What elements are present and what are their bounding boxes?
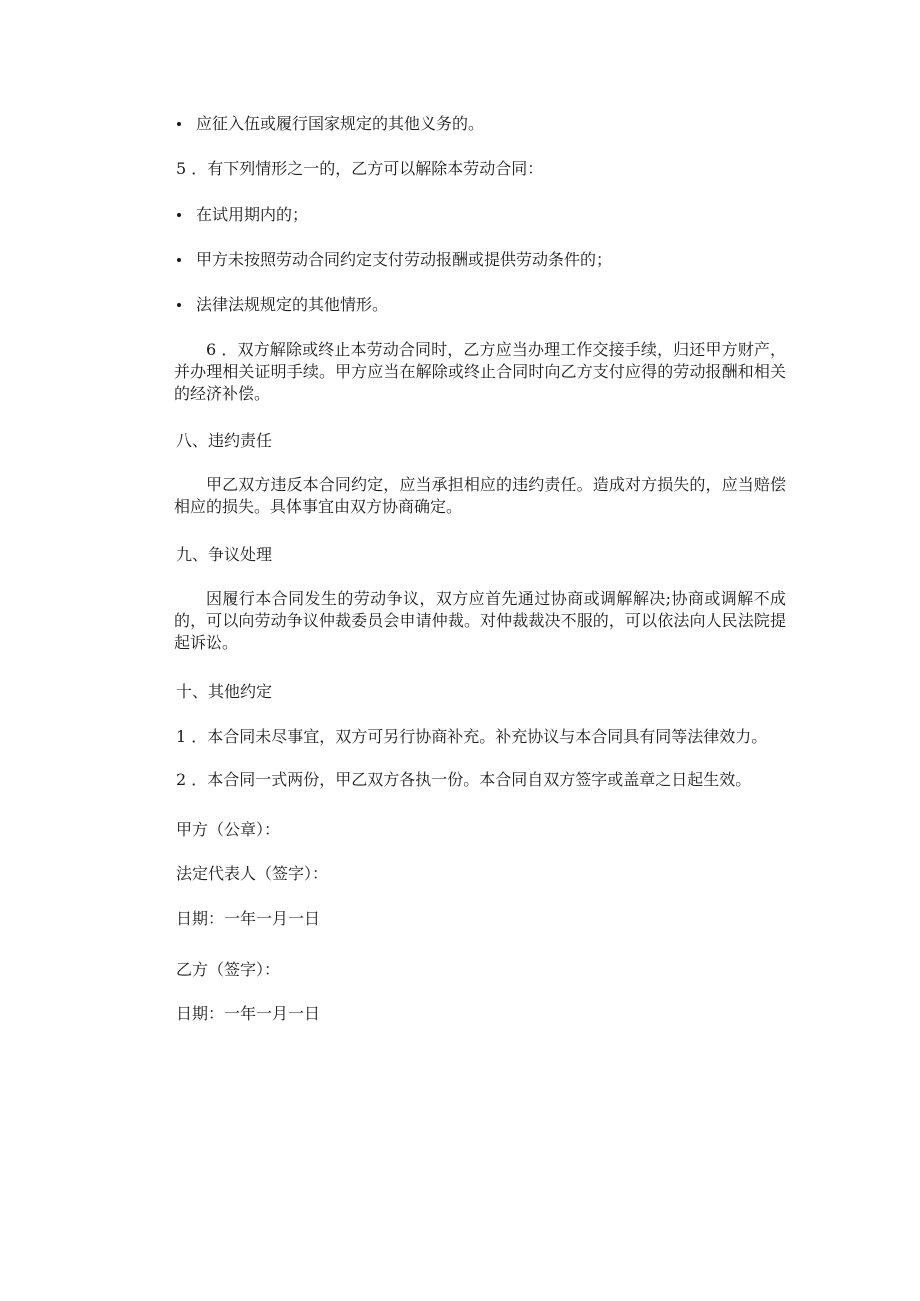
list-item-text: 应征入伍或履行国家规定的其他义务的。 [196,114,485,133]
party-b-signature-field: 乙方（签字）： [176,960,281,979]
party-a-seal-field: 甲方（公章）： [176,820,281,839]
section-body: 甲乙双方违反本合同约定，应当承担相应的违约责任。造成对方损失的，应当赔偿相应的损失。具体事宜由双方协商确定。 [174,475,786,516]
clause-item-6: 6 ．双方解除或终止本劳动合同时，乙方应当办理工作交接手续，归还甲方财产，并办理相关证明手续。甲方应当在解除或终止合同时向乙方支付应得的劳动报酬和相关的经济补偿。 [174,340,786,403]
clause-item-10-1: 1 ．本合同未尽事宜，双方可另行协商补充。补充协议与本合同具有同等法律效力。 [176,727,768,746]
list-item-text: 甲方未按照劳动合同约定支付劳动报酬或提供劳动条件的； [196,250,613,269]
date-field-party-b: 日期：一年一月一日 [176,1004,321,1023]
clause-item-5: 5 ．有下列情形之一的，乙方可以解除本劳动合同： [176,159,544,178]
bullet-icon [177,258,181,262]
bullet-icon [177,122,181,126]
section-body: 因履行本合同发生的劳动争议，双方应首先通过协商或调解解决;协商或调解不成的，可以向劳动争议仲裁委员会申请仲裁。对仲裁裁决不服的，可以依法向人民法院提起诉讼。 [174,589,786,652]
section-heading: 十、其他约定 [176,682,273,701]
bullet-icon [177,303,181,307]
list-item-text: 在试用期内的； [196,205,309,224]
list-item-text: 法律法规规定的其他情形。 [196,295,389,314]
bullet-icon [177,213,181,217]
date-field-party-a: 日期：一年一月一日 [176,909,321,928]
clause-item-10-2: 2 ．本合同一式两份，甲乙双方各执一份。本合同自双方签字或盖章之日起生效。 [176,770,752,789]
legal-representative-field: 法定代表人（签字）： [176,864,329,883]
section-heading: 九、争议处理 [176,545,273,564]
section-heading: 八、违约责任 [176,431,273,450]
